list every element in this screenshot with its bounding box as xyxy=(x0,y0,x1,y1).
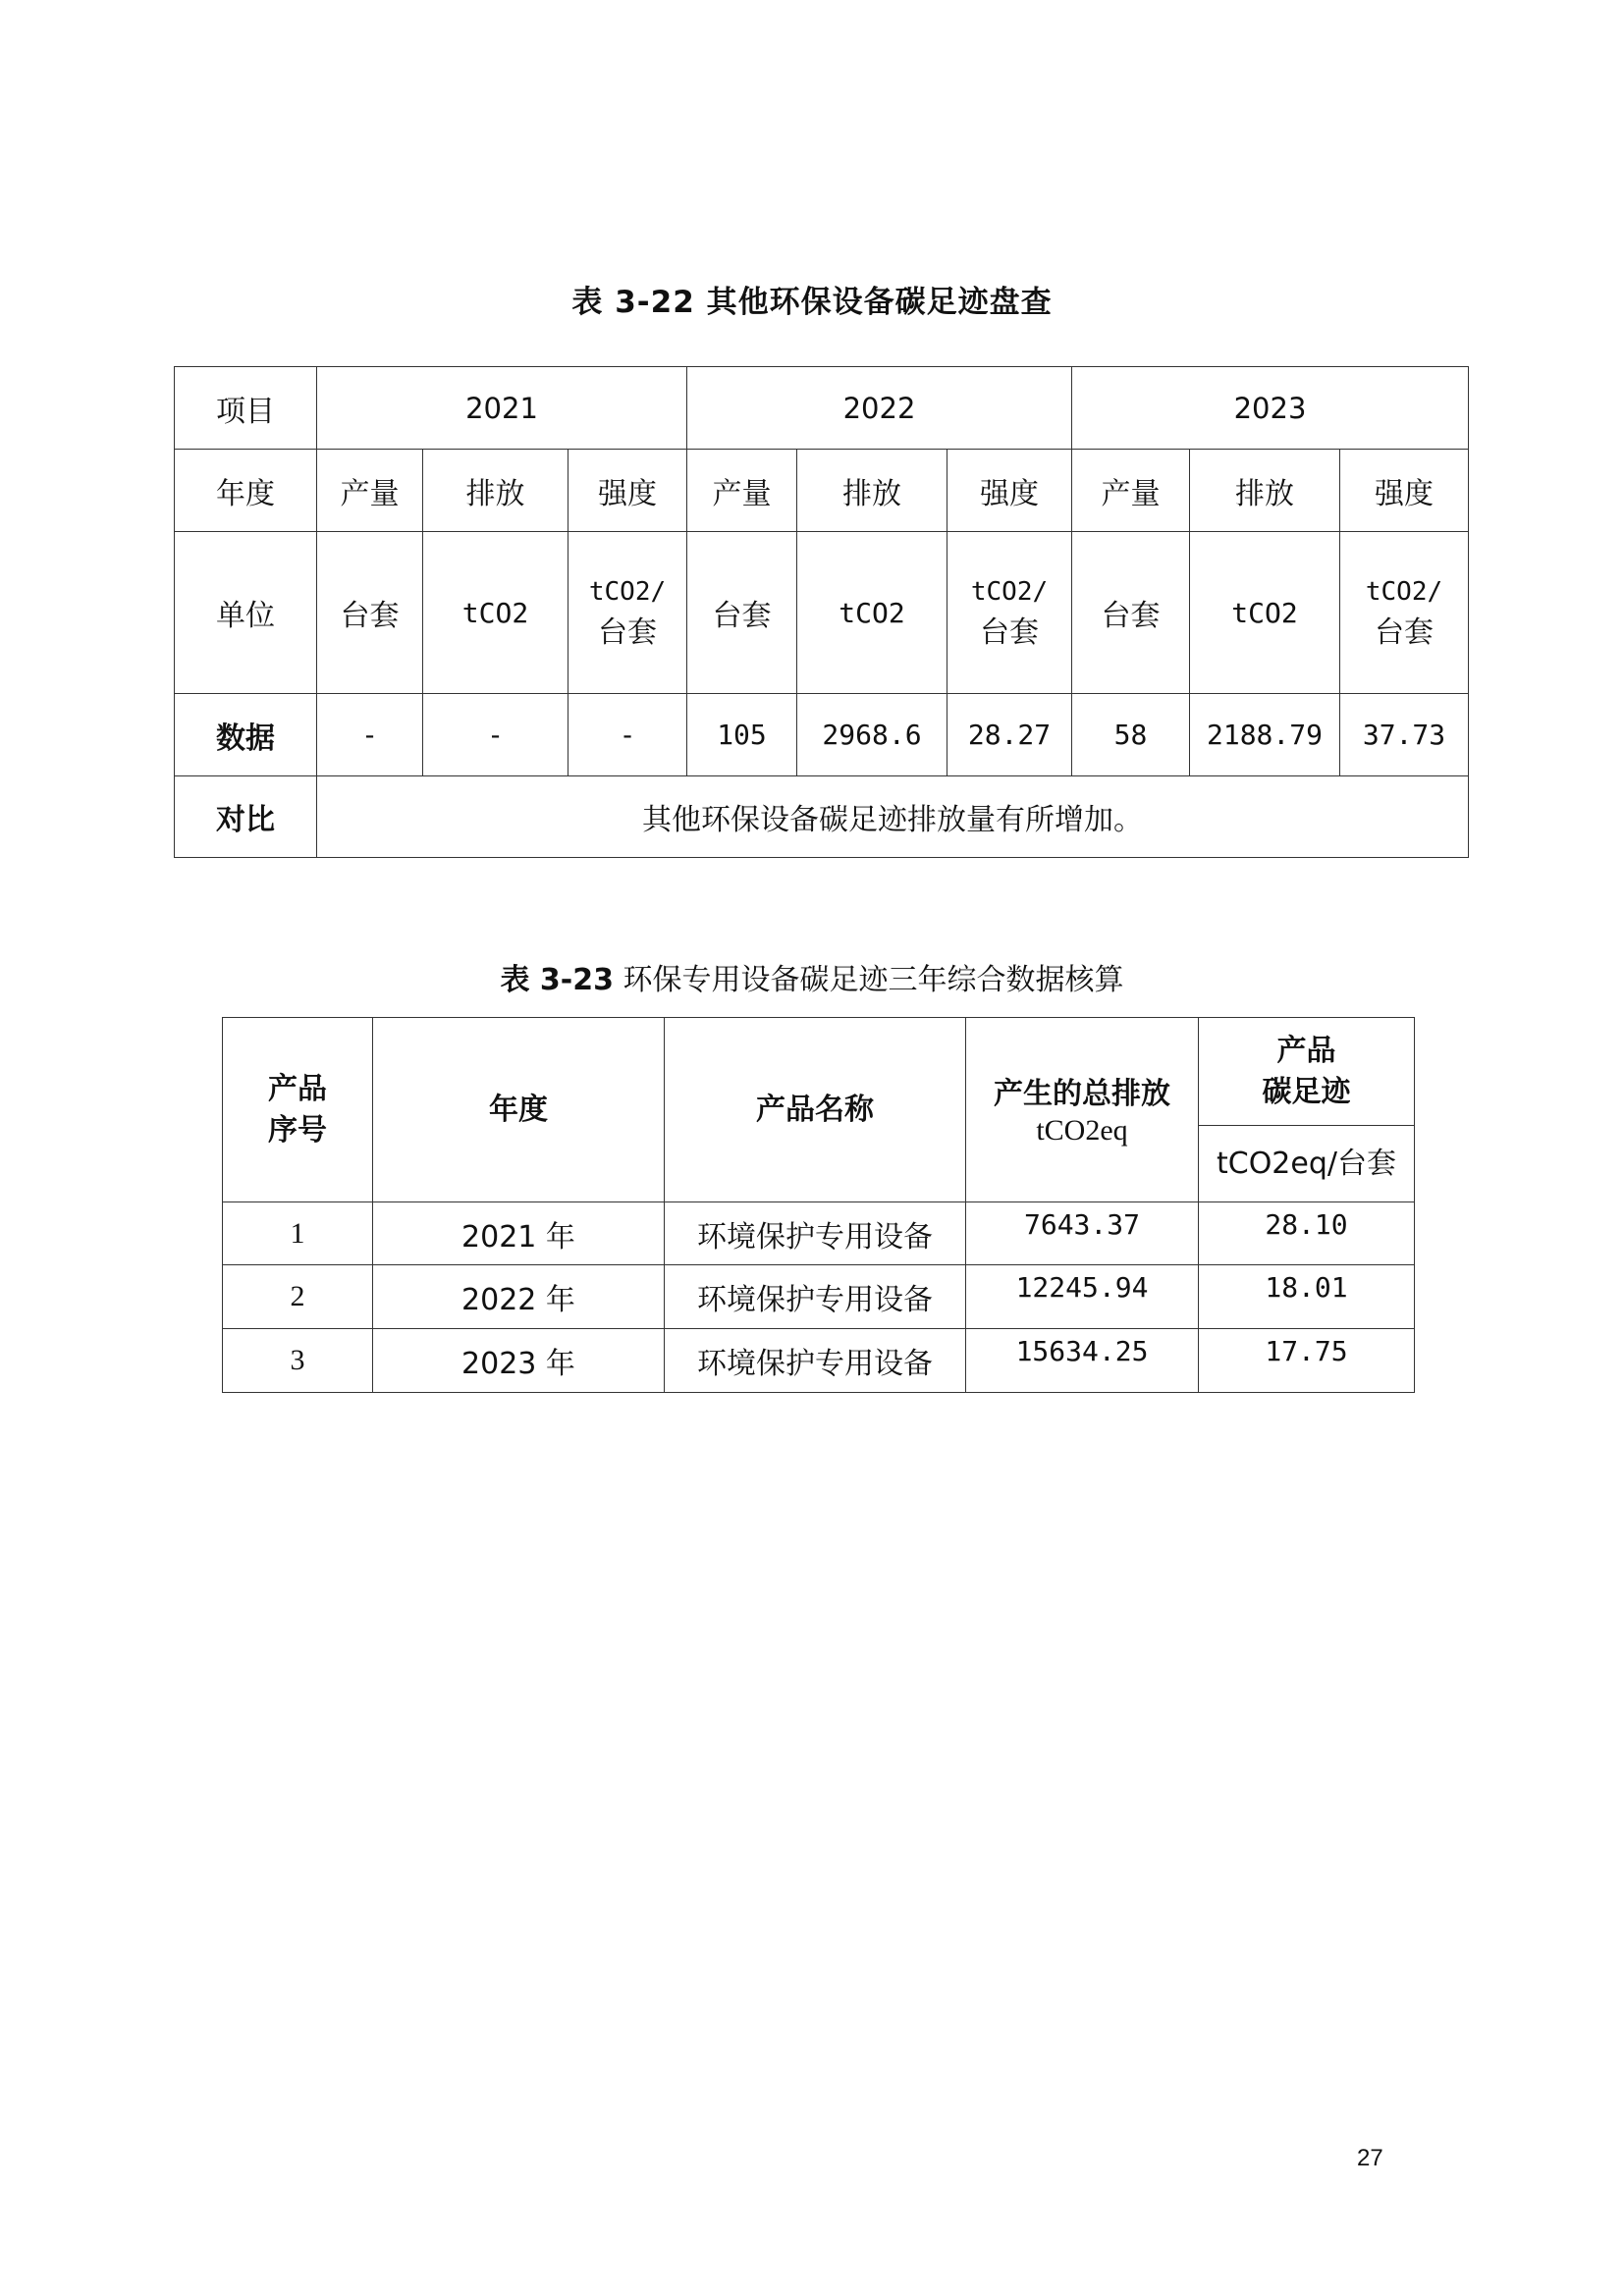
unit-intensity-top: tCO2/ xyxy=(1365,577,1443,607)
data-emission-2023: 2188.79 xyxy=(1190,694,1340,776)
data-output-2023: 58 xyxy=(1072,694,1190,776)
unit-output-2023: 台套 xyxy=(1072,532,1190,694)
unit-output-2021: 台套 xyxy=(317,532,423,694)
metric-output-2022: 产量 xyxy=(687,450,797,532)
row1-product-name: 环境保护专用设备 xyxy=(665,1202,966,1265)
data-emission-2021: - xyxy=(423,694,568,776)
header-total-line1: 产生的总排放 xyxy=(994,1076,1170,1111)
unit-intensity-top: tCO2/ xyxy=(970,577,1049,607)
data-output-2022: 105 xyxy=(687,694,797,776)
metric-emission-2022: 排放 xyxy=(797,450,947,532)
unit-intensity-bottom: 台套 xyxy=(1375,615,1434,650)
metric-intensity-2023: 强度 xyxy=(1340,450,1469,532)
comparison-text: 其他环保设备碳足迹排放量有所增加。 xyxy=(317,776,1469,858)
data-intensity-2023: 37.73 xyxy=(1340,694,1469,776)
row-label-year: 年度 xyxy=(175,450,317,532)
metric-output-2021: 产量 xyxy=(317,450,423,532)
header-total-unit: tCO2eq xyxy=(1036,1113,1128,1147)
row1-footprint: 28.10 xyxy=(1199,1202,1415,1265)
header-footprint-line1: 产品 xyxy=(1276,1033,1336,1068)
unit-intensity-2022 xyxy=(947,532,1072,694)
row2-product-name: 环境保护专用设备 xyxy=(665,1265,966,1329)
row1-serial: 1 xyxy=(223,1202,373,1265)
row2-serial: 2 xyxy=(223,1265,373,1329)
unit-emission-2022: tCO2 xyxy=(797,532,947,694)
table1-caption: 表 3-22 其他环保设备碳足迹盘查 xyxy=(571,285,1053,320)
row3-serial: 3 xyxy=(223,1329,373,1393)
unit-intensity-2021 xyxy=(568,532,687,694)
page-number: 27 xyxy=(1357,2145,1383,2171)
row2-footprint: 18.01 xyxy=(1199,1265,1415,1329)
table2-caption-number: 表 3-23 xyxy=(500,963,614,997)
unit-intensity-top: tCO2/ xyxy=(588,577,667,607)
year-header-2022: 2022 xyxy=(687,367,1072,450)
header-serial-line2: 序号 xyxy=(268,1112,327,1148)
metric-emission-2021: 排放 xyxy=(423,450,568,532)
row1-year: 2021 年 xyxy=(373,1202,665,1265)
row1-total-emission: 7643.37 xyxy=(966,1202,1199,1265)
row3-product-name: 环境保护专用设备 xyxy=(665,1329,966,1393)
unit-intensity-bottom: 台套 xyxy=(980,615,1039,650)
table2-caption xyxy=(0,955,1624,998)
metric-output-2023: 产量 xyxy=(1072,450,1190,532)
data-emission-2022: 2968.6 xyxy=(797,694,947,776)
year-header-2021: 2021 xyxy=(317,367,687,450)
header-product-name: 产品名称 xyxy=(665,1018,966,1202)
unit-intensity-bottom: 台套 xyxy=(598,615,657,650)
row3-footprint: 17.75 xyxy=(1199,1329,1415,1393)
row-label-item: 项目 xyxy=(175,367,317,450)
unit-emission-2023: tCO2 xyxy=(1190,532,1340,694)
data-intensity-2022: 28.27 xyxy=(947,694,1072,776)
row3-total-emission: 15634.25 xyxy=(966,1329,1199,1393)
data-intensity-2021: - xyxy=(568,694,687,776)
metric-emission-2023: 排放 xyxy=(1190,450,1340,532)
unit-intensity-2023 xyxy=(1340,532,1469,694)
row2-year: 2022 年 xyxy=(373,1265,665,1329)
data-output-2021: - xyxy=(317,694,423,776)
header-footprint-unit: tCO2eq/台套 xyxy=(1199,1126,1415,1202)
carbon-footprint-inventory-table xyxy=(174,366,1469,858)
row2-total-emission: 12245.94 xyxy=(966,1265,1199,1329)
table2-caption-title: 环保专用设备碳足迹三年综合数据核算 xyxy=(613,963,1124,997)
row-label-compare: 对比 xyxy=(175,776,317,858)
row3-year: 2023 年 xyxy=(373,1329,665,1393)
row-label-data: 数据 xyxy=(175,694,317,776)
year-header-2023: 2023 xyxy=(1072,367,1469,450)
unit-emission-2021: tCO2 xyxy=(423,532,568,694)
metric-intensity-2021: 强度 xyxy=(568,450,687,532)
three-year-carbon-summary-table xyxy=(222,1017,1415,1393)
header-serial-line1: 产品 xyxy=(268,1071,327,1106)
metric-intensity-2022: 强度 xyxy=(947,450,1072,532)
header-serial xyxy=(223,1018,373,1202)
header-total-emission xyxy=(966,1018,1199,1202)
unit-output-2022: 台套 xyxy=(687,532,797,694)
row-label-unit: 单位 xyxy=(175,532,317,694)
header-footprint-line2: 碳足迹 xyxy=(1262,1074,1351,1109)
header-footprint xyxy=(1199,1018,1415,1126)
header-year: 年度 xyxy=(373,1018,665,1202)
